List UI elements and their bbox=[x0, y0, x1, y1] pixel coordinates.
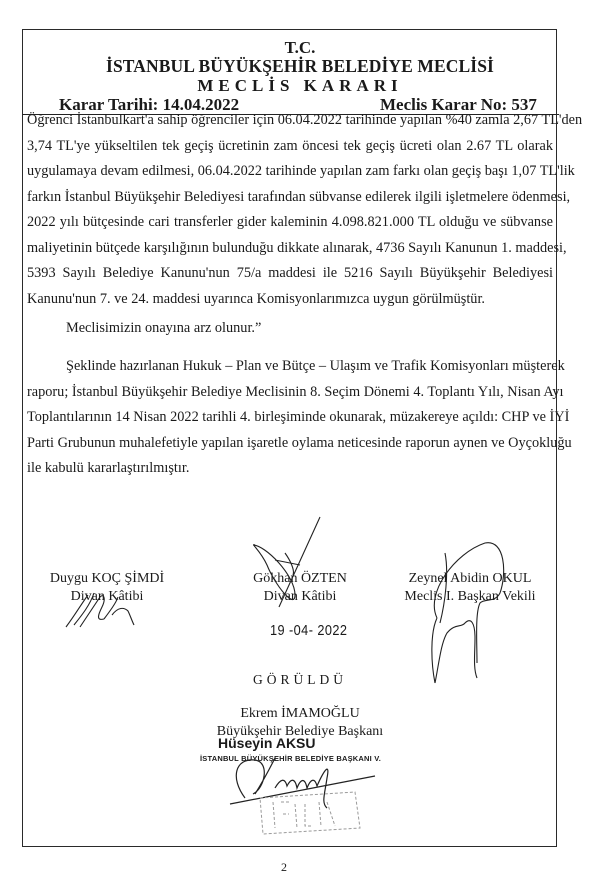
signatory-name: Gökhan ÖZTEN bbox=[253, 571, 347, 586]
paragraph-line: Şeklinde hazırlanan Hukuk – Plan ve Bütçe – Ulaşım ve Trafik Komisyonları müşterek bbox=[66, 358, 565, 374]
signatory-title: Divan Kâtibi bbox=[263, 589, 337, 604]
paragraph-line: ile kabulü kararlaştırılmıştır. bbox=[27, 460, 190, 476]
signatory-3 bbox=[390, 570, 550, 606]
paragraph-line: raporu; İstanbul Büyükşehir Belediye Meclisinin 8. Seçim Dönemi 4. Toplantı Yılı, Nisan Ayı bbox=[27, 383, 564, 400]
signatory-2 bbox=[230, 570, 370, 606]
body-paragraph-2 bbox=[66, 316, 366, 342]
body-paragraph-1 bbox=[27, 108, 583, 312]
paragraph-line: Kanunu'nun 7. ve 24. maddesi uyarınca Komisyonlarımızca uygun görülmüştür. bbox=[27, 290, 486, 307]
header-organization: İSTANBUL BÜYÜKŞEHİR BELEDİYE MECLİSİ bbox=[106, 56, 494, 76]
mayor-title: Büyükşehir Belediye Başkanı bbox=[216, 724, 384, 739]
page-number: 2 bbox=[281, 860, 287, 874]
paragraph-line: Meclisimizin onayına arz olunur.” bbox=[66, 320, 262, 336]
signatory-title: Divan Kâtibi bbox=[70, 589, 144, 604]
body-paragraph-3 bbox=[27, 354, 572, 482]
signatory-1 bbox=[42, 570, 172, 606]
paragraph-line: Parti Grubunun muhalefetiyle yapılan işaretle oylama neticesinde raporun aynen ve Oyçokluğu bbox=[27, 434, 572, 451]
signatory-title: Meclis I. Başkan Vekili bbox=[404, 589, 536, 604]
signatory-name: Zeynel Abidin OKUL bbox=[408, 571, 532, 586]
paragraph-line: farkın İstanbul Büyükşehir Belediyesi tarafından sübvanse edilerek ilgili işletmelere ödenmesi, bbox=[27, 188, 571, 205]
deputy-title: İSTANBUL BÜYÜKŞEHİR BELEDİYE BAŞKANI V. bbox=[200, 754, 382, 763]
paragraph-line: Öğrenci İstanbulkart'a sahip öğrenciler için 06.04.2022 tarihinde yapılan %40 zamla 2,67 TL'den bbox=[27, 112, 583, 128]
paragraph-line: 2022 yılı bütçesinde cari transferler gider kaleminin 4.098.821.000 TL olduğu ve sübvanse bbox=[27, 214, 553, 230]
paragraph-line: maliyetinin bütçede karşılığının bulunduğu dikkate alınarak, 4736 Sayılı Kanunun 1. maddesi, bbox=[27, 239, 567, 256]
paragraph-line: uygulamaya devam edilmesi, 06.04.2022 tarihinde yapılan zam farkı olan geçiş başı 1,07 TL'lik bbox=[27, 163, 575, 179]
header-document-type: MECLİS KARARI bbox=[197, 76, 403, 95]
paragraph-line: 3,74 TL'ye yükseltilen tek geçiş ücretinin zam öncesi tek geçiş ücreti olan 2.67 TL olarak bbox=[27, 137, 553, 154]
paragraph-line: 5393 Sayılı Belediye Kanunu'nun 75/a maddesi ile 5216 Sayılı Büyükşehir Belediyesi bbox=[27, 265, 553, 281]
paragraph-line: Toplantılarının 14 Nisan 2022 tarihli 4. birleşiminde okunarak, müzakereye açıldı: CHP ve İYİ bbox=[27, 409, 570, 425]
decision-number: Meclis Karar No: 537 bbox=[380, 95, 537, 114]
decision-date: Karar Tarihi: 14.04.2022 bbox=[59, 95, 240, 114]
signatory-name: Duygu KOÇ ŞİMDİ bbox=[49, 571, 165, 586]
approval-label: GÖRÜLDÜ bbox=[253, 672, 347, 687]
mayor-name: Ekrem İMAMOĞLU bbox=[240, 706, 360, 721]
deputy-name: Hüseyin AKSU bbox=[218, 735, 316, 751]
header-country: T.C. bbox=[284, 38, 316, 57]
stamp-date: 19 -04- 2022 bbox=[270, 622, 348, 639]
